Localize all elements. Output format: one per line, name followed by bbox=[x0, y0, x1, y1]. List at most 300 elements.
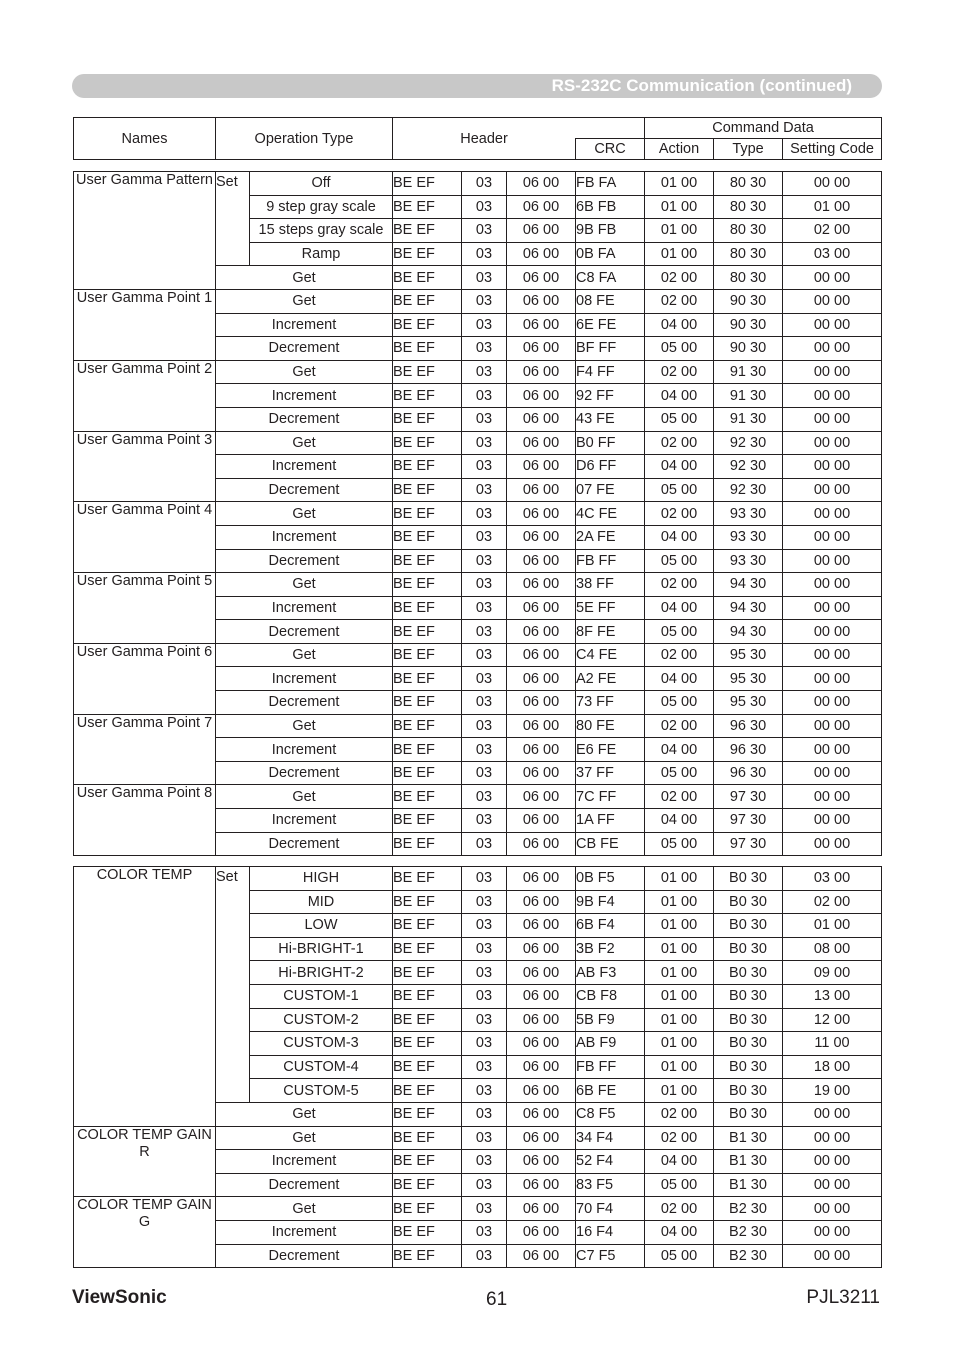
cell-header-2: 03 bbox=[462, 596, 507, 620]
cell-header-2: 03 bbox=[462, 407, 507, 431]
cell-header-1: BE EF bbox=[393, 761, 462, 785]
cell-crc: FB FF bbox=[576, 549, 645, 573]
cell-type: B2 30 bbox=[714, 1220, 783, 1244]
cell-setting-code: 00 00 bbox=[783, 360, 882, 384]
cell-crc: 6B FE bbox=[576, 1079, 645, 1103]
cell-header-3: 06 00 bbox=[507, 867, 576, 891]
cell-action: 04 00 bbox=[645, 667, 714, 691]
cell-header-1: BE EF bbox=[393, 431, 462, 455]
cell-action: 01 00 bbox=[645, 1055, 714, 1079]
row-group-name: User Gamma Point 6 bbox=[74, 643, 216, 714]
cell-operation: Ramp bbox=[250, 242, 393, 266]
cell-crc: 34 F4 bbox=[576, 1126, 645, 1150]
cell-header-1: BE EF bbox=[393, 360, 462, 384]
footer-model: PJL3211 bbox=[806, 1287, 880, 1308]
cell-setting-code: 03 00 bbox=[783, 242, 882, 266]
cell-setting-code: 09 00 bbox=[783, 961, 882, 985]
cell-type: B0 30 bbox=[714, 1102, 783, 1126]
row-group-name: COLOR TEMP GAIN R bbox=[74, 1126, 216, 1197]
cell-header-2: 03 bbox=[462, 1197, 507, 1221]
cell-header-3: 06 00 bbox=[507, 1102, 576, 1126]
cell-header-2: 03 bbox=[462, 172, 507, 196]
cell-type: 93 30 bbox=[714, 502, 783, 526]
cell-header-1: BE EF bbox=[393, 172, 462, 196]
cell-header-3: 06 00 bbox=[507, 1079, 576, 1103]
cell-operation: Decrement bbox=[216, 761, 393, 785]
cell-crc: 0B F5 bbox=[576, 867, 645, 891]
cell-header-1: BE EF bbox=[393, 1102, 462, 1126]
cell-type: 90 30 bbox=[714, 289, 783, 313]
cell-operation: Get bbox=[216, 431, 393, 455]
row-group-name: User Gamma Point 5 bbox=[74, 573, 216, 644]
col-names: Names bbox=[74, 118, 216, 160]
cell-crc: 6B FB bbox=[576, 195, 645, 219]
set-label: Set bbox=[216, 867, 250, 1103]
cell-header-1: BE EF bbox=[393, 266, 462, 290]
cell-crc: 7C FF bbox=[576, 785, 645, 809]
cell-action: 04 00 bbox=[645, 313, 714, 337]
cell-crc: A2 FE bbox=[576, 667, 645, 691]
cell-header-2: 03 bbox=[462, 761, 507, 785]
cell-header-3: 06 00 bbox=[507, 360, 576, 384]
cell-type: 91 30 bbox=[714, 407, 783, 431]
cell-header-2: 03 bbox=[462, 937, 507, 961]
cell-header-1: BE EF bbox=[393, 407, 462, 431]
cell-action: 05 00 bbox=[645, 478, 714, 502]
cell-type: 96 30 bbox=[714, 714, 783, 738]
cell-header-1: BE EF bbox=[393, 455, 462, 479]
cell-header-3: 06 00 bbox=[507, 984, 576, 1008]
cell-crc: 80 FE bbox=[576, 714, 645, 738]
cell-header-2: 03 bbox=[462, 984, 507, 1008]
cell-header-1: BE EF bbox=[393, 1197, 462, 1221]
cell-type: 93 30 bbox=[714, 525, 783, 549]
cell-setting-code: 00 00 bbox=[783, 1197, 882, 1221]
cell-setting-code: 00 00 bbox=[783, 761, 882, 785]
cell-operation: Hi-BRIGHT-2 bbox=[250, 961, 393, 985]
cell-setting-code: 00 00 bbox=[783, 289, 882, 313]
cell-setting-code: 00 00 bbox=[783, 573, 882, 597]
cell-header-2: 03 bbox=[462, 219, 507, 243]
cell-action: 04 00 bbox=[645, 455, 714, 479]
cell-action: 01 00 bbox=[645, 914, 714, 938]
cell-header-2: 03 bbox=[462, 738, 507, 762]
cell-header-1: BE EF bbox=[393, 1244, 462, 1268]
cell-action: 02 00 bbox=[645, 1126, 714, 1150]
cell-crc: B0 FF bbox=[576, 431, 645, 455]
cell-header-3: 06 00 bbox=[507, 961, 576, 985]
cell-operation: Increment bbox=[216, 384, 393, 408]
cell-header-3: 06 00 bbox=[507, 1150, 576, 1174]
cell-crc: 6B F4 bbox=[576, 914, 645, 938]
cell-setting-code: 02 00 bbox=[783, 890, 882, 914]
table-row bbox=[74, 431, 882, 455]
cell-header-3: 06 00 bbox=[507, 785, 576, 809]
cell-setting-code: 00 00 bbox=[783, 502, 882, 526]
cell-operation: Get bbox=[216, 1126, 393, 1150]
cell-operation: Get bbox=[216, 360, 393, 384]
cell-crc: 70 F4 bbox=[576, 1197, 645, 1221]
row-group-name: User Gamma Point 2 bbox=[74, 360, 216, 431]
table-row bbox=[74, 1197, 882, 1221]
cell-setting-code: 00 00 bbox=[783, 478, 882, 502]
cell-action: 02 00 bbox=[645, 785, 714, 809]
cell-setting-code: 00 00 bbox=[783, 809, 882, 833]
cell-header-1: BE EF bbox=[393, 867, 462, 891]
cell-operation: MID bbox=[250, 890, 393, 914]
cell-operation: Increment bbox=[216, 1220, 393, 1244]
cell-setting-code: 00 00 bbox=[783, 1220, 882, 1244]
cell-header-3: 06 00 bbox=[507, 266, 576, 290]
cell-operation: Get bbox=[216, 266, 393, 290]
cell-header-2: 03 bbox=[462, 1150, 507, 1174]
cell-header-3: 06 00 bbox=[507, 549, 576, 573]
cell-header-2: 03 bbox=[462, 242, 507, 266]
cell-header-2: 03 bbox=[462, 502, 507, 526]
cell-operation: Decrement bbox=[216, 620, 393, 644]
cell-setting-code: 00 00 bbox=[783, 313, 882, 337]
cell-action: 01 00 bbox=[645, 1079, 714, 1103]
cell-action: 01 00 bbox=[645, 867, 714, 891]
cell-setting-code: 00 00 bbox=[783, 785, 882, 809]
cell-setting-code: 00 00 bbox=[783, 172, 882, 196]
cell-setting-code: 00 00 bbox=[783, 832, 882, 856]
cell-header-3: 06 00 bbox=[507, 195, 576, 219]
cell-operation: Get bbox=[216, 643, 393, 667]
cell-setting-code: 00 00 bbox=[783, 643, 882, 667]
row-group-name: User Gamma Pattern bbox=[74, 172, 216, 290]
footer-page-number: 61 bbox=[486, 1289, 508, 1310]
cell-header-2: 03 bbox=[462, 573, 507, 597]
cell-type: B0 30 bbox=[714, 1008, 783, 1032]
cell-header-3: 06 00 bbox=[507, 455, 576, 479]
cell-operation: Decrement bbox=[216, 549, 393, 573]
cell-type: 92 30 bbox=[714, 478, 783, 502]
cell-operation: Increment bbox=[216, 667, 393, 691]
cell-action: 01 00 bbox=[645, 961, 714, 985]
cell-setting-code: 18 00 bbox=[783, 1055, 882, 1079]
cell-header-1: BE EF bbox=[393, 195, 462, 219]
cell-crc: CB F8 bbox=[576, 984, 645, 1008]
cell-header-2: 03 bbox=[462, 384, 507, 408]
cell-type: B0 30 bbox=[714, 1032, 783, 1056]
cell-operation: Get bbox=[216, 714, 393, 738]
cell-setting-code: 00 00 bbox=[783, 620, 882, 644]
cell-operation: Increment bbox=[216, 313, 393, 337]
row-group-name: User Gamma Point 3 bbox=[74, 431, 216, 502]
cell-header-2: 03 bbox=[462, 914, 507, 938]
cell-header-3: 06 00 bbox=[507, 1126, 576, 1150]
cell-action: 01 00 bbox=[645, 890, 714, 914]
cell-setting-code: 00 00 bbox=[783, 337, 882, 361]
cell-header-1: BE EF bbox=[393, 573, 462, 597]
cell-action: 05 00 bbox=[645, 691, 714, 715]
table-row bbox=[74, 360, 882, 384]
table-row bbox=[74, 573, 882, 597]
cell-header-1: BE EF bbox=[393, 1032, 462, 1056]
cell-type: 94 30 bbox=[714, 573, 783, 597]
cell-type: B0 30 bbox=[714, 1055, 783, 1079]
cell-setting-code: 19 00 bbox=[783, 1079, 882, 1103]
cell-action: 01 00 bbox=[645, 242, 714, 266]
cell-crc: 16 F4 bbox=[576, 1220, 645, 1244]
cell-header-1: BE EF bbox=[393, 525, 462, 549]
row-group-name: User Gamma Point 8 bbox=[74, 785, 216, 856]
cell-header-3: 06 00 bbox=[507, 809, 576, 833]
cell-header-3: 06 00 bbox=[507, 596, 576, 620]
cell-header-1: BE EF bbox=[393, 643, 462, 667]
cell-header-2: 03 bbox=[462, 785, 507, 809]
cell-type: B0 30 bbox=[714, 914, 783, 938]
cell-crc: BF FF bbox=[576, 337, 645, 361]
cell-action: 05 00 bbox=[645, 761, 714, 785]
cell-action: 05 00 bbox=[645, 1244, 714, 1268]
cell-crc: 07 FE bbox=[576, 478, 645, 502]
cell-header-1: BE EF bbox=[393, 549, 462, 573]
cell-crc: C7 F5 bbox=[576, 1244, 645, 1268]
table-row bbox=[74, 172, 882, 196]
cell-header-1: BE EF bbox=[393, 620, 462, 644]
cell-setting-code: 03 00 bbox=[783, 867, 882, 891]
cell-crc: 38 FF bbox=[576, 573, 645, 597]
cell-header-2: 03 bbox=[462, 195, 507, 219]
cell-header-1: BE EF bbox=[393, 1079, 462, 1103]
cell-type: 92 30 bbox=[714, 431, 783, 455]
cell-header-2: 03 bbox=[462, 890, 507, 914]
cell-type: 97 30 bbox=[714, 785, 783, 809]
row-group-name: User Gamma Point 7 bbox=[74, 714, 216, 785]
cell-header-3: 06 00 bbox=[507, 643, 576, 667]
cell-action: 04 00 bbox=[645, 596, 714, 620]
cell-operation: 15 steps gray scale bbox=[250, 219, 393, 243]
cell-crc: CB FE bbox=[576, 832, 645, 856]
cell-operation: Get bbox=[216, 573, 393, 597]
cell-header-1: BE EF bbox=[393, 961, 462, 985]
cell-header-2: 03 bbox=[462, 1220, 507, 1244]
cell-header-2: 03 bbox=[462, 455, 507, 479]
cell-setting-code: 00 00 bbox=[783, 549, 882, 573]
cell-header-3: 06 00 bbox=[507, 620, 576, 644]
col-operation-type: Operation Type bbox=[216, 118, 393, 160]
cell-setting-code: 00 00 bbox=[783, 407, 882, 431]
cell-crc: AB F9 bbox=[576, 1032, 645, 1056]
row-group-name: COLOR TEMP GAIN G bbox=[74, 1197, 216, 1268]
cell-crc: C8 FA bbox=[576, 266, 645, 290]
cell-action: 02 00 bbox=[645, 289, 714, 313]
cell-header-1: BE EF bbox=[393, 478, 462, 502]
cell-header-2: 03 bbox=[462, 961, 507, 985]
cell-crc: 2A FE bbox=[576, 525, 645, 549]
col-crc: CRC bbox=[576, 139, 645, 160]
cell-header-3: 06 00 bbox=[507, 1173, 576, 1197]
cell-header-2: 03 bbox=[462, 1173, 507, 1197]
cell-action: 02 00 bbox=[645, 502, 714, 526]
cell-header-3: 06 00 bbox=[507, 478, 576, 502]
cell-crc: 9B FB bbox=[576, 219, 645, 243]
cell-header-1: BE EF bbox=[393, 714, 462, 738]
footer-brand: ViewSonic bbox=[72, 1287, 167, 1308]
cell-header-3: 06 00 bbox=[507, 1197, 576, 1221]
cell-setting-code: 00 00 bbox=[783, 1244, 882, 1268]
cell-header-2: 03 bbox=[462, 478, 507, 502]
cell-header-2: 03 bbox=[462, 1032, 507, 1056]
cell-type: 92 30 bbox=[714, 455, 783, 479]
cell-header-3: 06 00 bbox=[507, 384, 576, 408]
cell-operation: Get bbox=[216, 785, 393, 809]
cell-header-1: BE EF bbox=[393, 1173, 462, 1197]
cell-action: 04 00 bbox=[645, 1150, 714, 1174]
cell-type: B0 30 bbox=[714, 937, 783, 961]
cell-header-1: BE EF bbox=[393, 219, 462, 243]
cell-operation: Increment bbox=[216, 525, 393, 549]
cell-header-2: 03 bbox=[462, 1008, 507, 1032]
cell-header-2: 03 bbox=[462, 525, 507, 549]
cell-header-1: BE EF bbox=[393, 384, 462, 408]
cell-header-1: BE EF bbox=[393, 937, 462, 961]
cell-crc: 1A FF bbox=[576, 809, 645, 833]
cell-operation: Decrement bbox=[216, 337, 393, 361]
cell-crc: 9B F4 bbox=[576, 890, 645, 914]
cell-setting-code: 00 00 bbox=[783, 1126, 882, 1150]
cell-header-1: BE EF bbox=[393, 242, 462, 266]
cell-type: 95 30 bbox=[714, 667, 783, 691]
cell-header-2: 03 bbox=[462, 549, 507, 573]
cell-setting-code: 02 00 bbox=[783, 219, 882, 243]
cell-type: 97 30 bbox=[714, 832, 783, 856]
cell-operation: Increment bbox=[216, 1150, 393, 1174]
cell-header-2: 03 bbox=[462, 867, 507, 891]
cell-operation: CUSTOM-4 bbox=[250, 1055, 393, 1079]
cell-type: 93 30 bbox=[714, 549, 783, 573]
cell-header-2: 03 bbox=[462, 620, 507, 644]
cell-crc: 08 FE bbox=[576, 289, 645, 313]
cell-header-3: 06 00 bbox=[507, 525, 576, 549]
cell-setting-code: 00 00 bbox=[783, 714, 882, 738]
cell-header-3: 06 00 bbox=[507, 1032, 576, 1056]
cell-type: B0 30 bbox=[714, 890, 783, 914]
cell-type: 80 30 bbox=[714, 172, 783, 196]
cell-type: 80 30 bbox=[714, 219, 783, 243]
cell-operation: LOW bbox=[250, 914, 393, 938]
cell-setting-code: 00 00 bbox=[783, 1102, 882, 1126]
cell-action: 02 00 bbox=[645, 573, 714, 597]
cell-header-2: 03 bbox=[462, 1102, 507, 1126]
cell-action: 04 00 bbox=[645, 738, 714, 762]
cell-header-2: 03 bbox=[462, 832, 507, 856]
cell-crc: 6E FE bbox=[576, 313, 645, 337]
cell-action: 04 00 bbox=[645, 809, 714, 833]
cell-action: 01 00 bbox=[645, 1032, 714, 1056]
cell-header-3: 06 00 bbox=[507, 502, 576, 526]
cell-crc: FB FF bbox=[576, 1055, 645, 1079]
cell-header-3: 06 00 bbox=[507, 573, 576, 597]
cell-crc: 5E FF bbox=[576, 596, 645, 620]
cell-setting-code: 00 00 bbox=[783, 384, 882, 408]
cell-crc: 4C FE bbox=[576, 502, 645, 526]
cell-action: 01 00 bbox=[645, 937, 714, 961]
cell-operation: 9 step gray scale bbox=[250, 195, 393, 219]
gamma-command-table bbox=[73, 171, 882, 856]
cell-header-3: 06 00 bbox=[507, 738, 576, 762]
cell-setting-code: 01 00 bbox=[783, 195, 882, 219]
cell-header-3: 06 00 bbox=[507, 667, 576, 691]
cell-type: B2 30 bbox=[714, 1197, 783, 1221]
cell-crc: D6 FF bbox=[576, 455, 645, 479]
cell-crc: 5B F9 bbox=[576, 1008, 645, 1032]
cell-setting-code: 00 00 bbox=[783, 596, 882, 620]
cell-header-1: BE EF bbox=[393, 289, 462, 313]
cell-header-2: 03 bbox=[462, 1244, 507, 1268]
cell-action: 01 00 bbox=[645, 172, 714, 196]
cell-header-3: 06 00 bbox=[507, 407, 576, 431]
cell-operation: CUSTOM-3 bbox=[250, 1032, 393, 1056]
cell-action: 05 00 bbox=[645, 549, 714, 573]
cell-type: B0 30 bbox=[714, 1079, 783, 1103]
cell-crc: 37 FF bbox=[576, 761, 645, 785]
cell-header-2: 03 bbox=[462, 809, 507, 833]
table-row bbox=[74, 289, 882, 313]
cell-type: 97 30 bbox=[714, 809, 783, 833]
cell-header-1: BE EF bbox=[393, 502, 462, 526]
cell-header-2: 03 bbox=[462, 289, 507, 313]
cell-operation: Get bbox=[216, 289, 393, 313]
cell-crc: 52 F4 bbox=[576, 1150, 645, 1174]
cell-action: 05 00 bbox=[645, 407, 714, 431]
cell-header-2: 03 bbox=[462, 337, 507, 361]
section-title: RS-232C Communication (continued) bbox=[551, 76, 852, 95]
table-row bbox=[74, 867, 882, 891]
cell-crc: C8 F5 bbox=[576, 1102, 645, 1126]
cell-header-3: 06 00 bbox=[507, 714, 576, 738]
cell-action: 02 00 bbox=[645, 1197, 714, 1221]
cell-operation: Decrement bbox=[216, 478, 393, 502]
cell-header-2: 03 bbox=[462, 714, 507, 738]
cell-header-2: 03 bbox=[462, 360, 507, 384]
cell-setting-code: 00 00 bbox=[783, 691, 882, 715]
col-type: Type bbox=[714, 139, 783, 160]
cell-header-3: 06 00 bbox=[507, 1220, 576, 1244]
cell-type: 95 30 bbox=[714, 691, 783, 715]
cell-setting-code: 01 00 bbox=[783, 914, 882, 938]
cell-header-2: 03 bbox=[462, 313, 507, 337]
col-command-data: Command Data bbox=[645, 118, 882, 139]
row-group-name: User Gamma Point 1 bbox=[74, 289, 216, 360]
cell-operation: CUSTOM-1 bbox=[250, 984, 393, 1008]
cell-action: 04 00 bbox=[645, 1220, 714, 1244]
cell-type: 91 30 bbox=[714, 360, 783, 384]
cell-crc: 3B F2 bbox=[576, 937, 645, 961]
cell-header-3: 06 00 bbox=[507, 890, 576, 914]
set-label: Set bbox=[216, 172, 250, 266]
cell-type: 91 30 bbox=[714, 384, 783, 408]
cell-operation: CUSTOM-2 bbox=[250, 1008, 393, 1032]
cell-operation: Decrement bbox=[216, 832, 393, 856]
cell-header-3: 06 00 bbox=[507, 1055, 576, 1079]
cell-crc: FB FA bbox=[576, 172, 645, 196]
cell-action: 02 00 bbox=[645, 360, 714, 384]
cell-type: 90 30 bbox=[714, 313, 783, 337]
cell-type: 80 30 bbox=[714, 266, 783, 290]
cell-type: B0 30 bbox=[714, 961, 783, 985]
cell-type: B1 30 bbox=[714, 1173, 783, 1197]
cell-operation: Off bbox=[250, 172, 393, 196]
cell-type: 96 30 bbox=[714, 738, 783, 762]
cell-type: 95 30 bbox=[714, 643, 783, 667]
cell-type: B1 30 bbox=[714, 1150, 783, 1174]
cell-type: 96 30 bbox=[714, 761, 783, 785]
cell-header-2: 03 bbox=[462, 266, 507, 290]
cell-type: B0 30 bbox=[714, 984, 783, 1008]
